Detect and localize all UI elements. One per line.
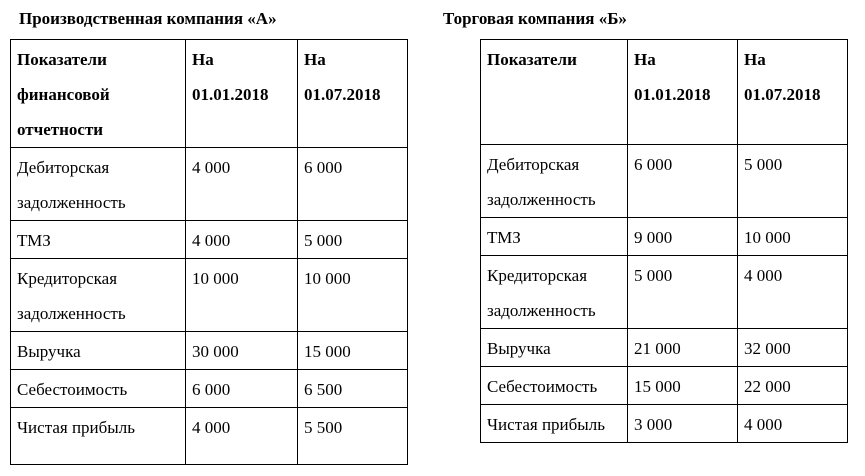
value-cell: 6 000 [628,145,738,218]
indicator-cell: ТМЗ [11,221,186,259]
indicator-cell: ТМЗ [481,218,628,256]
indicator-cell: Себестоимость [481,367,628,405]
value-cell: 5 000 [738,145,848,218]
indicator-cell: Дебиторская задолженность [11,148,186,221]
table-row [11,408,408,465]
table-row [481,145,848,218]
company-b-title: Торговая компания «Б» [443,9,627,28]
value-cell: 15 000 [628,367,738,405]
value-cell: 3 000 [628,405,738,443]
table-row [11,332,408,370]
indicator-cell: Себестоимость [11,370,186,408]
indicator-cell: Выручка [481,329,628,367]
company-a-table [10,39,408,465]
indicator-cell: Кредиторская задолженность [481,256,628,329]
value-cell: 15 000 [298,332,408,370]
header-cell: На 01.07.2018 [298,40,408,148]
value-cell: 6 000 [298,148,408,221]
table-row [481,329,848,367]
table-header-row [11,40,408,148]
value-cell: 30 000 [186,332,298,370]
table-row [481,367,848,405]
value-cell: 22 000 [738,367,848,405]
value-cell: 10 000 [298,259,408,332]
indicator-cell: Дебиторская задолженность [481,145,628,218]
value-cell: 10 000 [738,218,848,256]
table-row [481,218,848,256]
value-cell: 9 000 [628,218,738,256]
header-cell: Показатели [481,40,628,145]
indicator-cell: Выручка [11,332,186,370]
value-cell: 5 500 [298,408,408,465]
value-cell: 4 000 [738,256,848,329]
value-cell: 21 000 [628,329,738,367]
indicator-cell: Кредиторская задолженность [11,259,186,332]
header-cell: На 01.01.2018 [628,40,738,145]
header-cell: Показатели финансовой отчетности [11,40,186,148]
table-row [481,256,848,329]
value-cell: 4 000 [186,221,298,259]
value-cell: 5 000 [298,221,408,259]
company-b-table [480,39,848,443]
table-row [11,221,408,259]
value-cell: 6 500 [298,370,408,408]
company-a-block [10,8,408,465]
table-header-row [481,40,848,145]
header-cell: На 01.01.2018 [186,40,298,148]
table-row [11,259,408,332]
header-cell: На 01.07.2018 [738,40,848,145]
table-row [481,405,848,443]
value-cell: 5 000 [628,256,738,329]
value-cell: 4 000 [738,405,848,443]
company-b-block [442,8,848,443]
value-cell: 4 000 [186,408,298,465]
table-row [11,370,408,408]
indicator-cell: Чистая прибыль [481,405,628,443]
value-cell: 6 000 [186,370,298,408]
value-cell: 10 000 [186,259,298,332]
table-row [11,148,408,221]
company-a-title: Производственная компания «А» [19,9,277,28]
value-cell: 4 000 [186,148,298,221]
value-cell: 32 000 [738,329,848,367]
indicator-cell: Чистая прибыль [11,408,186,465]
